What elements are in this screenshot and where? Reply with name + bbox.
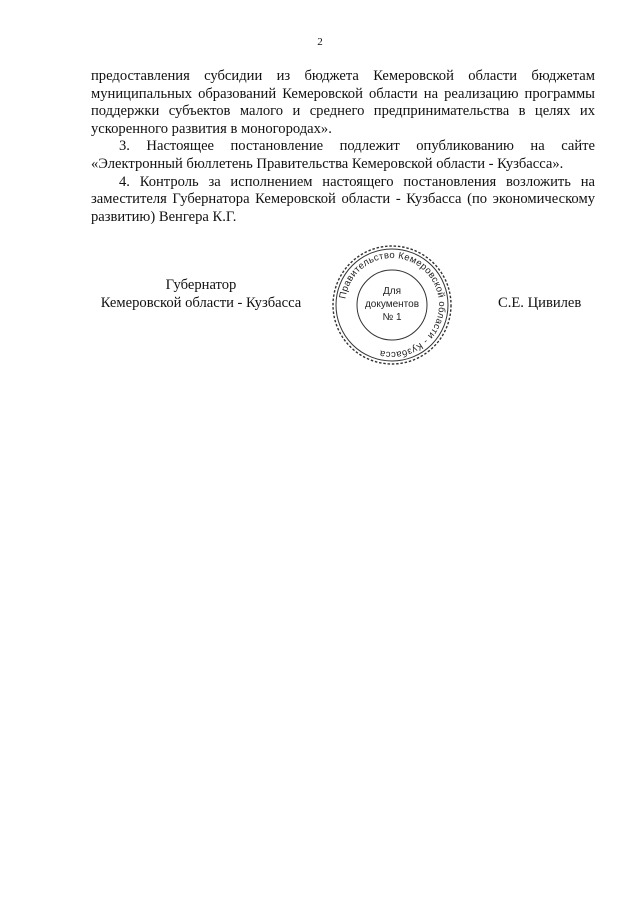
official-seal-stamp xyxy=(331,244,453,366)
signatory-title xyxy=(86,277,316,312)
seal-center-line1: Для xyxy=(382,286,402,297)
signatory-title-line1: Губернатор xyxy=(165,277,237,293)
paragraph-subsidy-clause: предоставления субсидии из бюджета Кемеровской области бюджетам муниципальных образований Кемеровской области на реализацию программы поддержки субъектов малого и среднего предпринимательства в целях их ускоренного развития в моногородах». xyxy=(91,68,595,137)
paragraph-control-clause: 4. Контроль за исполнением настоящего постановления возложить на заместителя Губернатора Кемеровской области - Кузбасса (по экономическому развитию) Венгера К.Г. xyxy=(91,173,595,225)
seal-ring-text: Правительство Кемеровской области - Кузбасса xyxy=(337,249,448,361)
signatory-name: С.Е. Цивилев xyxy=(498,295,582,311)
document-body xyxy=(91,68,595,226)
signatory-title-line2: Кемеровской области - Кузбасса xyxy=(100,294,302,311)
seal-graphic xyxy=(331,244,453,366)
seal-center-line2: документов xyxy=(364,299,420,310)
paragraph-publication-clause: 3. Настоящее постановление подлежит опубликованию на сайте «Электронный бюллетень Правительства Кемеровской области - Кузбасса». xyxy=(91,138,595,172)
page-number: 2 xyxy=(317,36,323,48)
seal-center-line3: № 1 xyxy=(382,312,402,323)
